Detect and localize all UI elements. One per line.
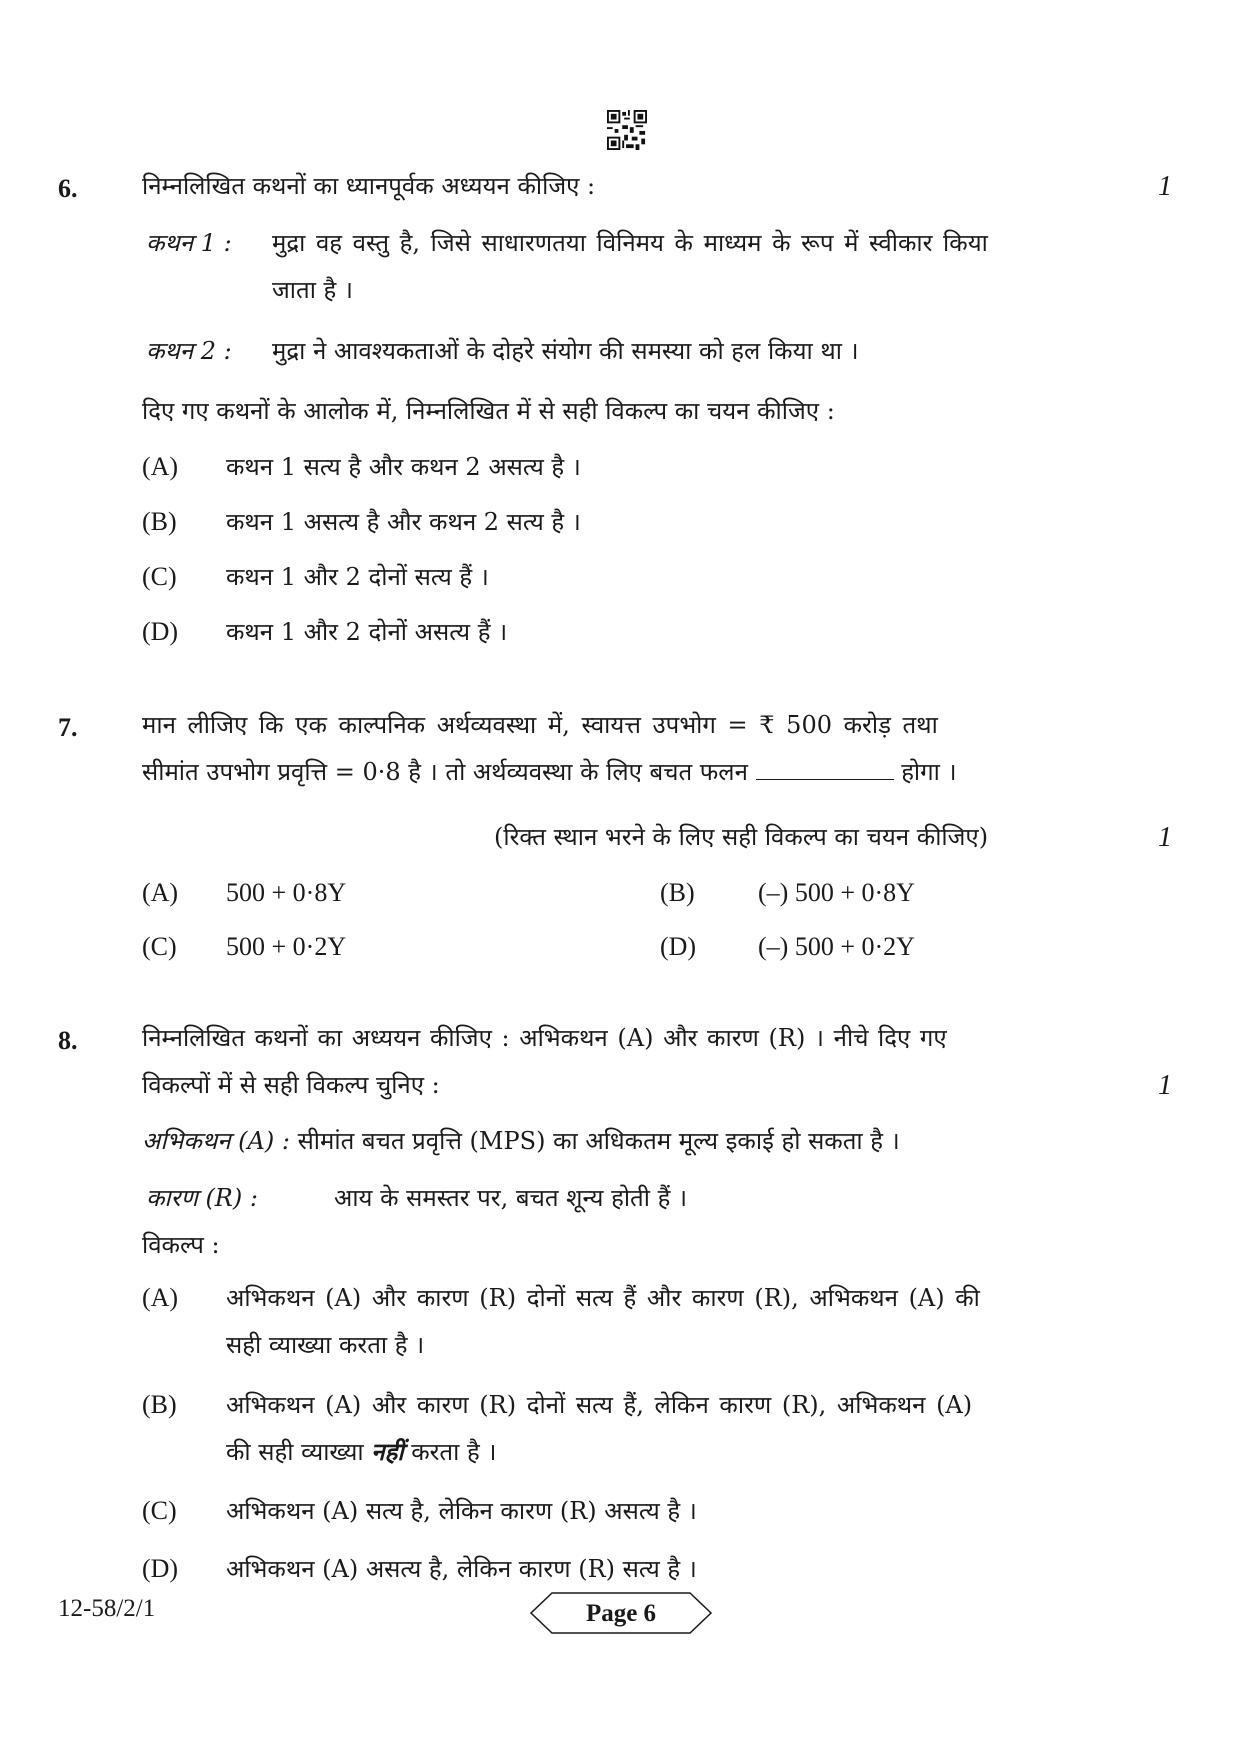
assertion-label: अभिकथन (A) : [142,1127,290,1155]
option-label: (C) [142,562,177,591]
option-label: (B) [142,1390,177,1419]
option-label: (C) [142,932,177,961]
blank-line [756,759,894,780]
reason-text: आय के समस्तर पर, बचत शून्य होती हैं । [334,1184,688,1212]
option-text: अभिकथन (A) सत्य है, लेकिन कारण (R) असत्य है । [226,1497,697,1525]
option-label: (D) [660,932,697,961]
option-text: 500 + 0·8Y [226,878,347,907]
assertion-text: सीमांत बचत प्रवृत्ति (MPS) का अधिकतम मूल्य इकाई हो सकता है । [297,1127,900,1155]
statement-1-text: मुद्रा वह वस्तु है, जिसे साधारणतया विनिमय के माध्यम के रूप में स्वीकार किया [272,229,988,257]
question-text: मान लीजिए कि एक काल्पनिक अर्थव्यवस्था में, स्वायत्त उपभोग = ₹ 500 करोड़ तथा [142,711,938,739]
page-number-badge [530,1592,712,1634]
option-label: (A) [142,452,179,481]
option-text: कथन 1 सत्य है और कथन 2 असत्य है । [226,453,581,481]
option-label: (B) [142,507,177,536]
option-text: कथन 1 और 2 दोनों सत्य हैं । [226,563,489,591]
question-number: 7. [58,713,78,742]
question-text: निम्नलिखित कथनों का ध्यानपूर्वक अध्ययन कीजिए : [142,172,596,200]
paper-code: 12-58/2/1 [58,1595,156,1622]
question-instruction: (रिक्त स्थान भरने के लिए सही विकल्प का चयन कीजिए) [494,823,989,851]
option-text: अभिकथन (A) और कारण (R) दोनों सत्य हैं, लेकिन कारण (R), अभिकथन (A) [226,1391,973,1419]
statement-1-text-cont: जाता है । [272,276,354,304]
option-label: (B) [660,878,695,907]
option-text: कथन 1 और 2 दोनों असत्य हैं । [226,618,508,646]
question-text-cont: विकल्पों में से सही विकल्प चुनिए : [142,1071,440,1099]
option-text-cont: सही व्याख्या करता है । [226,1331,425,1359]
option-text-cont: की सही व्याख्या नहीं करता है । [226,1437,497,1466]
option-text: (–) 500 + 0·8Y [758,878,915,907]
reason-label: कारण (R) : [146,1184,258,1212]
option-label: (A) [142,1283,179,1312]
option-label: (A) [142,878,179,907]
option-text: अभिकथन (A) और कारण (R) दोनों सत्य हैं और कारण (R), अभिकथन (A) की [226,1284,980,1312]
statement-1-label: कथन 1 : [146,229,232,257]
question-number: 6. [58,174,78,203]
option-label: (D) [142,617,179,646]
marks: 1 [1158,822,1172,853]
emphasis-text: नहीं [371,1437,404,1466]
option-text: कथन 1 असत्य है और कथन 2 सत्य है । [226,508,581,536]
option-text: अभिकथन (A) असत्य है, लेकिन कारण (R) सत्य है । [226,1555,697,1583]
qr-code-icon [607,110,647,150]
statement-2-label: कथन 2 : [146,337,232,365]
options-heading: विकल्प : [142,1231,220,1259]
option-text: 500 + 0·2Y [226,932,347,961]
page-number: Page 6 [585,1600,657,1627]
marks: 1 [1158,1070,1172,1101]
question-text-cont: सीमांत उपभोग प्रवृत्ति = 0·8 है । तो अर्थव्यवस्था के लिए बचत फलन होगा । [142,758,957,786]
question-text: निम्नलिखित कथनों का अध्ययन कीजिए : अभिकथन (A) और कारण (R) । नीचे दिए गए [142,1024,947,1052]
question-number: 8. [58,1026,78,1055]
option-label: (C) [142,1496,177,1525]
question-instruction: दिए गए कथनों के आलोक में, निम्नलिखित में से सही विकल्प का चयन कीजिए : [142,397,835,425]
option-text: (–) 500 + 0·2Y [758,932,915,961]
statement-2-text: मुद्रा ने आवश्यकताओं के दोहरे संयोग की समस्या को हल किया था । [272,337,859,365]
marks: 1 [1158,171,1172,202]
assertion [142,1126,900,1156]
option-label: (D) [142,1554,179,1583]
